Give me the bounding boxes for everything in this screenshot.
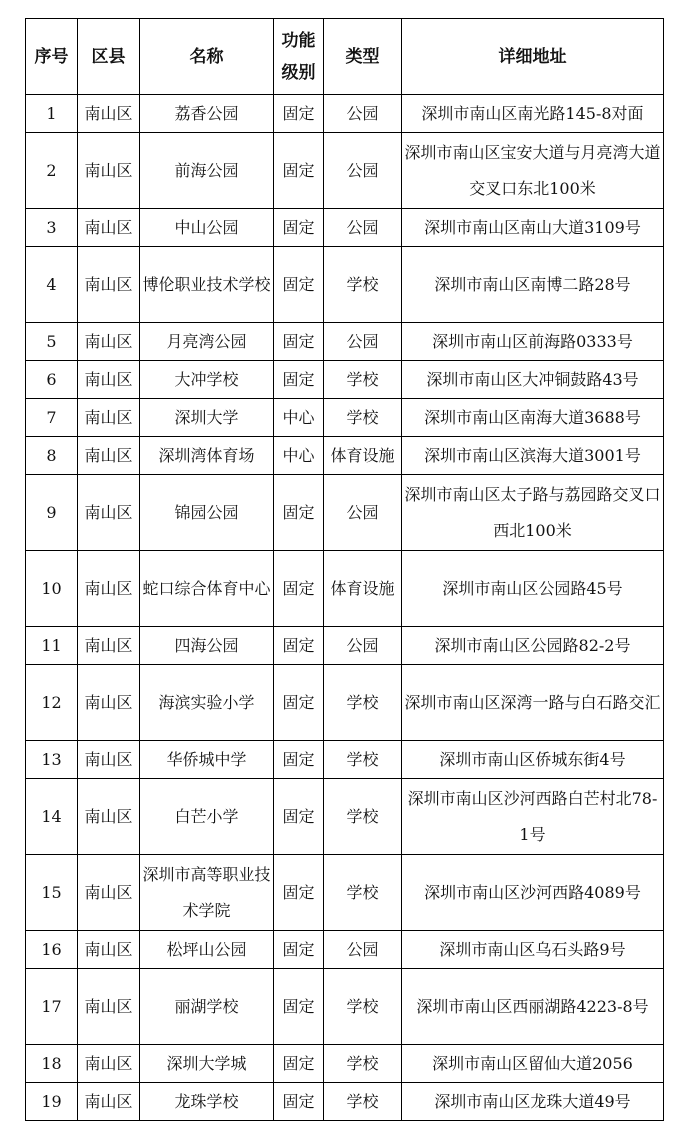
cell-seq: 3 xyxy=(26,209,78,247)
table-row xyxy=(26,627,664,665)
cell-seq: 18 xyxy=(26,1045,78,1083)
cell-level: 固定 xyxy=(274,551,324,627)
cell-type: 学校 xyxy=(324,969,402,1045)
cell-seq: 16 xyxy=(26,931,78,969)
table-row xyxy=(26,247,664,323)
header-name: 名称 xyxy=(140,19,274,95)
cell-address: 深圳市南山区侨城东街4号 xyxy=(402,741,664,779)
cell-type: 公园 xyxy=(324,133,402,209)
cell-type: 公园 xyxy=(324,95,402,133)
cell-type: 体育设施 xyxy=(324,437,402,475)
cell-district: 南山区 xyxy=(78,665,140,741)
cell-level: 固定 xyxy=(274,475,324,551)
cell-type: 公园 xyxy=(324,627,402,665)
cell-level: 固定 xyxy=(274,247,324,323)
table-row xyxy=(26,209,664,247)
table-row xyxy=(26,323,664,361)
cell-type: 公园 xyxy=(324,209,402,247)
table-row xyxy=(26,969,664,1045)
cell-type: 体育设施 xyxy=(324,551,402,627)
cell-seq: 13 xyxy=(26,741,78,779)
table-row xyxy=(26,399,664,437)
cell-seq: 8 xyxy=(26,437,78,475)
cell-name: 龙珠学校 xyxy=(140,1083,274,1121)
cell-level: 固定 xyxy=(274,209,324,247)
cell-address: 深圳市南山区公园路82-2号 xyxy=(402,627,664,665)
cell-name: 深圳大学 xyxy=(140,399,274,437)
cell-district: 南山区 xyxy=(78,969,140,1045)
cell-name: 锦园公园 xyxy=(140,475,274,551)
table-row xyxy=(26,475,664,551)
cell-level: 固定 xyxy=(274,779,324,855)
cell-address: 深圳市南山区深湾一路与白石路交汇 xyxy=(402,665,664,741)
cell-district: 南山区 xyxy=(78,323,140,361)
table-row xyxy=(26,741,664,779)
cell-name: 华侨城中学 xyxy=(140,741,274,779)
cell-name: 前海公园 xyxy=(140,133,274,209)
cell-type: 学校 xyxy=(324,247,402,323)
cell-address: 深圳市南山区乌石头路9号 xyxy=(402,931,664,969)
cell-level: 固定 xyxy=(274,1045,324,1083)
cell-level: 固定 xyxy=(274,665,324,741)
cell-level: 固定 xyxy=(274,95,324,133)
cell-district: 南山区 xyxy=(78,361,140,399)
cell-name: 松坪山公园 xyxy=(140,931,274,969)
header-district: 区县 xyxy=(78,19,140,95)
table-row xyxy=(26,361,664,399)
cell-type: 学校 xyxy=(324,1083,402,1121)
cell-type: 学校 xyxy=(324,1045,402,1083)
shelter-table xyxy=(25,18,664,1121)
cell-district: 南山区 xyxy=(78,247,140,323)
cell-seq: 6 xyxy=(26,361,78,399)
cell-level: 固定 xyxy=(274,855,324,931)
cell-level: 固定 xyxy=(274,627,324,665)
cell-district: 南山区 xyxy=(78,1083,140,1121)
cell-name: 四海公园 xyxy=(140,627,274,665)
cell-seq: 12 xyxy=(26,665,78,741)
cell-seq: 19 xyxy=(26,1083,78,1121)
cell-address: 深圳市南山区滨海大道3001号 xyxy=(402,437,664,475)
cell-seq: 15 xyxy=(26,855,78,931)
table-row xyxy=(26,551,664,627)
cell-type: 学校 xyxy=(324,361,402,399)
cell-name: 蛇口综合体育中心 xyxy=(140,551,274,627)
header-type: 类型 xyxy=(324,19,402,95)
cell-district: 南山区 xyxy=(78,779,140,855)
cell-type: 学校 xyxy=(324,741,402,779)
cell-name: 中山公园 xyxy=(140,209,274,247)
cell-district: 南山区 xyxy=(78,627,140,665)
cell-address: 深圳市南山区公园路45号 xyxy=(402,551,664,627)
cell-name: 月亮湾公园 xyxy=(140,323,274,361)
cell-type: 学校 xyxy=(324,665,402,741)
cell-district: 南山区 xyxy=(78,437,140,475)
cell-name: 丽湖学校 xyxy=(140,969,274,1045)
cell-level: 固定 xyxy=(274,361,324,399)
cell-district: 南山区 xyxy=(78,209,140,247)
cell-type: 学校 xyxy=(324,399,402,437)
cell-level: 固定 xyxy=(274,133,324,209)
header-seq: 序号 xyxy=(26,19,78,95)
cell-type: 公园 xyxy=(324,475,402,551)
cell-name: 海滨实验小学 xyxy=(140,665,274,741)
cell-level: 固定 xyxy=(274,1083,324,1121)
cell-address: 深圳市南山区南山大道3109号 xyxy=(402,209,664,247)
cell-address: 深圳市南山区南光路145-8对面 xyxy=(402,95,664,133)
cell-level: 固定 xyxy=(274,931,324,969)
cell-address: 深圳市南山区太子路与荔园路交叉口西北100米 xyxy=(402,475,664,551)
cell-district: 南山区 xyxy=(78,133,140,209)
cell-district: 南山区 xyxy=(78,741,140,779)
cell-address: 深圳市南山区南海大道3688号 xyxy=(402,399,664,437)
header-level: 功能级别 xyxy=(274,19,324,95)
cell-address: 深圳市南山区前海路0333号 xyxy=(402,323,664,361)
cell-type: 公园 xyxy=(324,323,402,361)
cell-name: 深圳湾体育场 xyxy=(140,437,274,475)
cell-seq: 9 xyxy=(26,475,78,551)
cell-level: 固定 xyxy=(274,741,324,779)
cell-seq: 7 xyxy=(26,399,78,437)
cell-district: 南山区 xyxy=(78,399,140,437)
cell-level: 固定 xyxy=(274,969,324,1045)
cell-seq: 11 xyxy=(26,627,78,665)
cell-type: 学校 xyxy=(324,855,402,931)
cell-district: 南山区 xyxy=(78,551,140,627)
table-row xyxy=(26,1045,664,1083)
table-row xyxy=(26,1083,664,1121)
cell-seq: 1 xyxy=(26,95,78,133)
cell-seq: 14 xyxy=(26,779,78,855)
cell-address: 深圳市南山区沙河西路4089号 xyxy=(402,855,664,931)
cell-seq: 10 xyxy=(26,551,78,627)
cell-district: 南山区 xyxy=(78,855,140,931)
cell-address: 深圳市南山区龙珠大道49号 xyxy=(402,1083,664,1121)
cell-address: 深圳市南山区沙河西路白芒村北78-1号 xyxy=(402,779,664,855)
cell-address: 深圳市南山区留仙大道2056 xyxy=(402,1045,664,1083)
table-row xyxy=(26,665,664,741)
table-row xyxy=(26,133,664,209)
cell-district: 南山区 xyxy=(78,931,140,969)
cell-type: 公园 xyxy=(324,931,402,969)
table-body xyxy=(26,95,664,1121)
cell-district: 南山区 xyxy=(78,95,140,133)
cell-name: 深圳大学城 xyxy=(140,1045,274,1083)
cell-type: 学校 xyxy=(324,779,402,855)
cell-name: 博伦职业技术学校 xyxy=(140,247,274,323)
cell-seq: 5 xyxy=(26,323,78,361)
cell-name: 深圳市高等职业技术学院 xyxy=(140,855,274,931)
cell-address: 深圳市南山区大冲铜鼓路43号 xyxy=(402,361,664,399)
table-row xyxy=(26,437,664,475)
table-row xyxy=(26,931,664,969)
header-row xyxy=(26,19,664,95)
cell-name: 白芒小学 xyxy=(140,779,274,855)
cell-seq: 17 xyxy=(26,969,78,1045)
cell-district: 南山区 xyxy=(78,1045,140,1083)
cell-seq: 2 xyxy=(26,133,78,209)
cell-address: 深圳市南山区西丽湖路4223-8号 xyxy=(402,969,664,1045)
table-row xyxy=(26,95,664,133)
table-row xyxy=(26,779,664,855)
cell-seq: 4 xyxy=(26,247,78,323)
cell-name: 荔香公园 xyxy=(140,95,274,133)
cell-level: 固定 xyxy=(274,323,324,361)
cell-district: 南山区 xyxy=(78,475,140,551)
table-row xyxy=(26,855,664,931)
cell-level: 中心 xyxy=(274,437,324,475)
cell-address: 深圳市南山区南博二路28号 xyxy=(402,247,664,323)
cell-address: 深圳市南山区宝安大道与月亮湾大道交叉口东北100米 xyxy=(402,133,664,209)
cell-name: 大冲学校 xyxy=(140,361,274,399)
header-address: 详细地址 xyxy=(402,19,664,95)
cell-level: 中心 xyxy=(274,399,324,437)
